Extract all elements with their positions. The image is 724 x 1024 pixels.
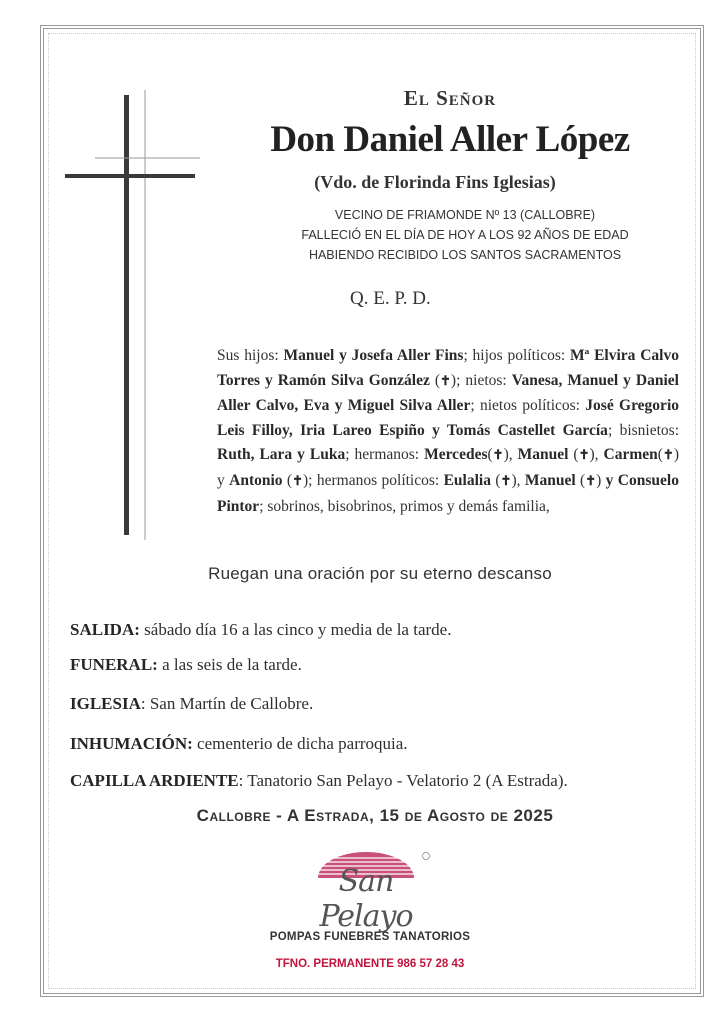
info-capilla: CAPILLA ARDIENTE: Tanatorio San Pelayo - Velatorio 2 (A Estrada). <box>70 771 568 790</box>
death-line: FALLECIÓ EN EL DÍA DE HOY A LOS 92 AÑOS DE EDAD <box>301 228 629 242</box>
residence-line: VECINO DE FRIAMONDE Nº 13 (CALLOBRE) <box>334 208 596 222</box>
info-salida: SALIDA: sábado día 16 a las cinco y media de la tarde. <box>70 620 452 639</box>
info-inhumacion: INHUMACIÓN: cementerio de dicha parroquia. <box>70 734 408 753</box>
qepd: Q. E. P. D. <box>350 288 431 309</box>
family-list: Sus hijos: Manuel y Josefa Aller Fins; hijos políticos: Mª Elvira Calvo Torres y Ramón Silva González (✝); nietos: Vanesa, Manuel y Daniel Aller Calvo, Eva y Miguel Silva Aller; nietos políticos: José Gregorio Leis Filloy, Iria Lareo Espiño y Tomás Castellet García; bisnietos: Ruth, Lara y Luka; hermanos: Mercedes(✝), Manuel (✝), Carmen(✝) y Antonio (✝); hermanos políticos: Eulalia (✝), Manuel (✝) y Consuelo Pintor; sobrinos, bisobrinos, primos y demás familia, <box>217 347 679 515</box>
phone-line: TFNO. PERMANENTE 986 57 28 43 <box>275 958 465 970</box>
widow-of: (Vdo. de Florinda Fins Iglesias) <box>314 172 556 192</box>
company-name: POMPAS FUNEBRES TANATORIOS <box>269 931 471 943</box>
cross-symbol: ✝ <box>440 373 451 389</box>
sacraments-line: HABIENDO RECIBIDO LOS SANTOS SACRAMENTOS <box>308 248 622 262</box>
logo-text: San Pelayo <box>319 864 413 934</box>
deceased-name: Don Daniel Aller López <box>270 119 630 160</box>
info-iglesia: IGLESIA: San Martín de Callobre. <box>70 694 314 713</box>
info-funeral: FUNERAL: a las seis de la tarde. <box>70 655 302 674</box>
place-date: Callobre - A Estrada, 15 de Agosto de 2025 <box>196 806 554 825</box>
title-senor: El Señor <box>403 86 497 110</box>
cross-icon <box>60 90 210 540</box>
prayer-line: Ruegan una oración por su eterno descanso <box>208 564 552 583</box>
